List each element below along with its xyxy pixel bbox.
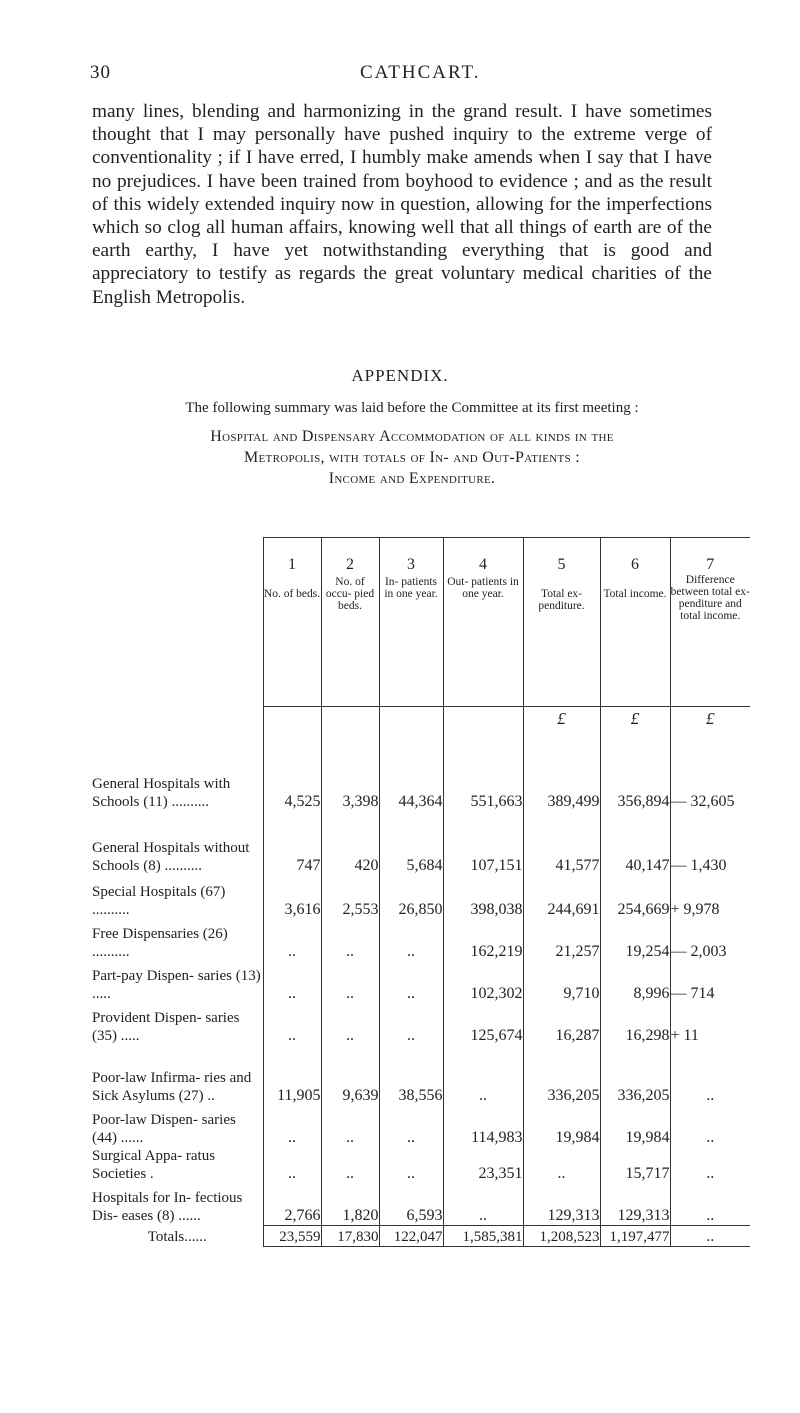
- table-row: [92, 961, 750, 1003]
- occupied-cell: ..: [321, 1105, 379, 1147]
- expenditure-cell: 19,984: [523, 1105, 600, 1147]
- occupied-cell: 2,553: [321, 875, 379, 919]
- accommodation-table: [92, 537, 750, 1247]
- beds-cell: ..: [263, 961, 321, 1003]
- page-number: 30: [90, 62, 111, 83]
- income-cell: 16,298: [600, 1003, 670, 1045]
- difference-cell: ..: [670, 1147, 750, 1183]
- totals-label: Totals......: [147, 1229, 207, 1245]
- table-row: [92, 1147, 750, 1183]
- outpatients-cell: 23,351: [443, 1147, 523, 1183]
- beds-cell: ..: [263, 1003, 321, 1045]
- totals-cell: 17,830: [321, 1225, 379, 1246]
- difference-cell: ..: [670, 1045, 750, 1105]
- occupied-cell: 3,398: [321, 729, 379, 811]
- inpatients-cell: 6,593: [379, 1183, 443, 1225]
- row-label: Surgical Appa- ratus Societies .: [92, 1148, 216, 1182]
- totals-cell: 23,559: [263, 1225, 321, 1246]
- table-row: [92, 1105, 750, 1147]
- outpatients-cell: 162,219: [443, 919, 523, 961]
- table-row: [92, 875, 750, 919]
- column-number: 6: [600, 538, 670, 575]
- currency-symbol: £: [600, 707, 670, 730]
- outpatients-cell: 102,302: [443, 961, 523, 1003]
- outpatients-cell: 107,151: [443, 811, 523, 875]
- column-number: 4: [443, 538, 523, 575]
- column-header: In- patients in one year.: [379, 574, 443, 707]
- income-cell: 8,996: [600, 961, 670, 1003]
- column-header: No. of beds.: [263, 574, 321, 707]
- appendix-heading-line: Hospital and Dispensary Accommodation of all kinds in the: [210, 428, 614, 445]
- expenditure-cell: 9,710: [523, 961, 600, 1003]
- currency-symbol: £: [670, 707, 750, 730]
- table-row: [92, 1183, 750, 1225]
- outpatients-cell: 398,038: [443, 875, 523, 919]
- table-row: [92, 919, 750, 961]
- row-label: Special Hospitals (67) ..........: [92, 884, 226, 918]
- column-number: 1: [263, 538, 321, 575]
- column-number-row: [92, 538, 750, 575]
- beds-cell: 747: [263, 811, 321, 875]
- totals-cell: 122,047: [379, 1225, 443, 1246]
- income-cell: 254,669: [600, 875, 670, 919]
- beds-cell: 11,905: [263, 1045, 321, 1105]
- expenditure-cell: 244,691: [523, 875, 600, 919]
- occupied-cell: ..: [321, 1003, 379, 1045]
- income-cell: 19,984: [600, 1105, 670, 1147]
- outpatients-cell: ..: [443, 1045, 523, 1105]
- appendix-heading: [92, 426, 732, 489]
- expenditure-cell: 336,205: [523, 1045, 600, 1105]
- table-row: [92, 811, 750, 875]
- income-cell: 40,147: [600, 811, 670, 875]
- column-number: 7: [670, 538, 750, 575]
- table-row: [92, 1045, 750, 1105]
- row-label: General Hospitals with Schools (11) ..........: [92, 776, 231, 810]
- inpatients-cell: 5,684: [379, 811, 443, 875]
- totals-row: [92, 1225, 750, 1246]
- table-row: [92, 729, 750, 811]
- expenditure-cell: 129,313: [523, 1183, 600, 1225]
- totals-cell: ..: [670, 1225, 750, 1246]
- column-header: Difference between total ex- penditure and total income.: [670, 574, 750, 707]
- income-cell: 129,313: [600, 1183, 670, 1225]
- beds-cell: ..: [263, 1105, 321, 1147]
- running-header: [0, 62, 800, 92]
- row-label: General Hospitals without Schools (8) ..........: [92, 840, 250, 874]
- expenditure-cell: ..: [523, 1147, 600, 1183]
- occupied-cell: 9,639: [321, 1045, 379, 1105]
- income-cell: 15,717: [600, 1147, 670, 1183]
- currency-row: [92, 707, 750, 730]
- difference-cell: — 1,430: [670, 811, 750, 875]
- inpatients-cell: ..: [379, 1105, 443, 1147]
- column-header: No. of occu- pied beds.: [321, 574, 379, 707]
- row-label: Poor-law Infirma- ries and Sick Asylums (27) ..: [92, 1070, 252, 1104]
- row-label: Hospitals for In- fectious Dis- eases (8) ......: [92, 1190, 243, 1224]
- expenditure-cell: 16,287: [523, 1003, 600, 1045]
- totals-cell: 1,208,523: [523, 1225, 600, 1246]
- expenditure-cell: 41,577: [523, 811, 600, 875]
- inpatients-cell: ..: [379, 919, 443, 961]
- expenditure-cell: 21,257: [523, 919, 600, 961]
- table-row: [92, 1003, 750, 1045]
- occupied-cell: 1,820: [321, 1183, 379, 1225]
- outpatients-cell: 114,983: [443, 1105, 523, 1147]
- row-label: Part-pay Dispen- saries (13) .....: [92, 968, 261, 1002]
- income-cell: 356,894: [600, 729, 670, 811]
- beds-cell: ..: [263, 1147, 321, 1183]
- occupied-cell: 420: [321, 811, 379, 875]
- column-number: 3: [379, 538, 443, 575]
- totals-cell: 1,585,381: [443, 1225, 523, 1246]
- difference-cell: ..: [670, 1105, 750, 1147]
- occupied-cell: ..: [321, 919, 379, 961]
- inpatients-cell: ..: [379, 1147, 443, 1183]
- column-header-row: [92, 574, 750, 707]
- column-number: 5: [523, 538, 600, 575]
- difference-cell: ..: [670, 1183, 750, 1225]
- beds-cell: 2,766: [263, 1183, 321, 1225]
- outpatients-cell: 551,663: [443, 729, 523, 811]
- inpatients-cell: ..: [379, 1003, 443, 1045]
- column-header: Total ex- penditure.: [523, 574, 600, 707]
- inpatients-cell: ..: [379, 961, 443, 1003]
- occupied-cell: ..: [321, 961, 379, 1003]
- appendix-title: APPENDIX.: [351, 366, 449, 385]
- row-label: Provident Dispen- saries (35) .....: [92, 1010, 240, 1044]
- body-paragraph: many lines, blending and harmonizing in the grand result. I have sometimes thought that I may personally have pushed inquiry to the extreme verge of conventionality ; if I have erred, I humbly make amends when I say that I have no prejudices. I have been trained from boyhood to evidence ; and as the result of this widely extended inquiry now in question, allowing for the imperfections which so clog all human affairs, knowing well that all things of earth are of the earth earthy, I have yet notwithstanding everything that is good and appreciatory to testify as regards the great voluntary medical charities of the English Metropolis.: [92, 101, 712, 308]
- row-label: Free Dispensaries (26) ..........: [92, 926, 228, 960]
- expenditure-cell: 389,499: [523, 729, 600, 811]
- column-header: Total income.: [600, 574, 670, 707]
- beds-cell: 4,525: [263, 729, 321, 811]
- difference-cell: — 32,605: [670, 729, 750, 811]
- difference-cell: — 714: [670, 961, 750, 1003]
- appendix-heading-line: Income and Expenditure.: [328, 470, 496, 487]
- running-title: CATHCART.: [360, 62, 481, 83]
- income-cell: 336,205: [600, 1045, 670, 1105]
- inpatients-cell: 44,364: [379, 729, 443, 811]
- difference-cell: — 2,003: [670, 919, 750, 961]
- row-label: Poor-law Dispen- saries (44) ......: [92, 1112, 236, 1146]
- outpatients-cell: 125,674: [443, 1003, 523, 1045]
- difference-cell: + 9,978: [670, 875, 750, 919]
- outpatients-cell: ..: [443, 1183, 523, 1225]
- column-number: 2: [321, 538, 379, 575]
- income-cell: 19,254: [600, 919, 670, 961]
- difference-cell: + 11: [670, 1003, 750, 1045]
- inpatients-cell: 38,556: [379, 1045, 443, 1105]
- currency-symbol: £: [523, 707, 600, 730]
- beds-cell: 3,616: [263, 875, 321, 919]
- column-header: Out- patients in one year.: [443, 574, 523, 707]
- appendix-intro: The following summary was laid before the Committee at its first meeting :: [185, 400, 639, 416]
- inpatients-cell: 26,850: [379, 875, 443, 919]
- beds-cell: ..: [263, 919, 321, 961]
- occupied-cell: ..: [321, 1147, 379, 1183]
- appendix-heading-line: Metropolis, with totals of In- and Out-Patients :: [244, 449, 580, 466]
- totals-cell: 1,197,477: [600, 1225, 670, 1246]
